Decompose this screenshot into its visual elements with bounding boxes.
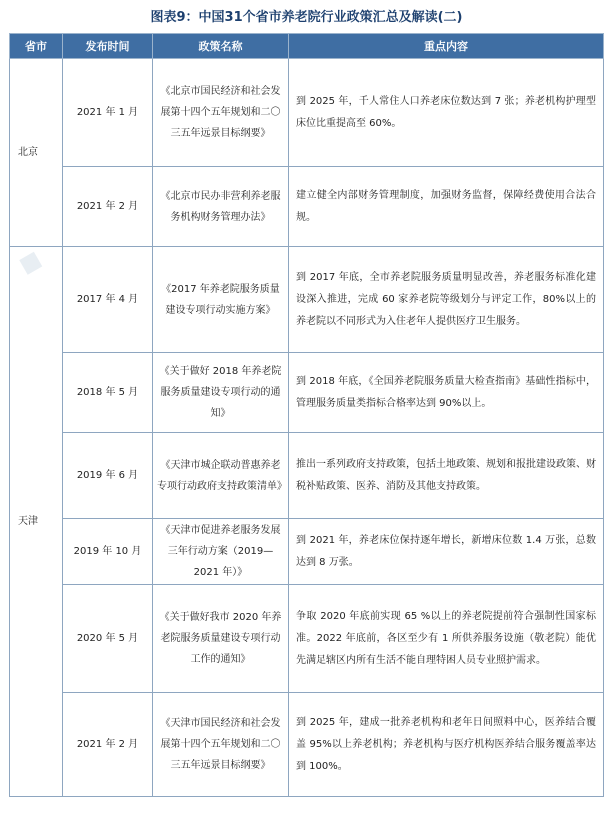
watermark: ■ xyxy=(15,246,46,279)
table-row xyxy=(10,693,604,797)
content-cell: 争取 2020 年底前实现 65 %以上的养老院提前符合强制性国家标准。2022 年底前，各区至少有 1 所供养服务设施（敬老院）能优先满足辖区内所有生活不能自理特困人员专业照护需求。 xyxy=(289,585,604,693)
table-row xyxy=(10,247,604,353)
table-row xyxy=(10,167,604,247)
table-row xyxy=(10,59,604,167)
content-cell: 到 2021 年，养老床位保持逐年增长，新增床位数 1.4 万张，总数达到 8 万张。 xyxy=(289,519,604,585)
date-cell: 2020 年 5 月 xyxy=(63,585,153,693)
header-date: 发布时间 xyxy=(63,34,153,59)
header-policy: 政策名称 xyxy=(153,34,289,59)
policy-cell: 《天津市城企联动普惠养老专项行动政府支持政策清单》 xyxy=(153,433,289,519)
content-cell: 建立健全内部财务管理制度，加强财务监督，保障经费使用合法合规。 xyxy=(289,167,604,247)
policy-cell: 《2017 年养老院服务质量建设专项行动实施方案》 xyxy=(153,247,289,353)
header-content: 重点内容 xyxy=(289,34,604,59)
policy-cell: 《北京市民办非营利养老服务机构财务管理办法》 xyxy=(153,167,289,247)
content-cell: 到 2025 年，千人常住人口养老床位数达到 7 张；养老机构护理型床位比重提高至 60%。 xyxy=(289,59,604,167)
table-title: 图表9：中国31个省市养老院行业政策汇总及解读(二) xyxy=(150,10,463,25)
content-cell: 到 2025 年，建成一批养老机构和老年日间照料中心，医养结合覆盖 95%以上养老机构；养老机构与医疗机构医养结合服务覆盖率达到 100%。 xyxy=(289,693,604,797)
city-cell: 天津 xyxy=(10,247,63,797)
table-row xyxy=(10,519,604,585)
table-row xyxy=(10,433,604,519)
date-cell: 2019 年 10 月 xyxy=(63,519,153,585)
policy-cell: 《天津市国民经济和社会发展第十四个五年规划和二〇三五年远景目标纲要》 xyxy=(153,693,289,797)
date-cell: 2019 年 6 月 xyxy=(63,433,153,519)
content-cell: 到 2018 年底，《全国养老院服务质量大检查指南》基础性指标中，管理服务质量类指标合格率达到 90%以上。 xyxy=(289,353,604,433)
date-cell: 2018 年 5 月 xyxy=(63,353,153,433)
policy-cell: 《北京市国民经济和社会发展第十四个五年规划和二〇三五年远景目标纲要》 xyxy=(153,59,289,167)
content-cell: 到 2017 年底，全市养老院服务质量明显改善，养老服务标准化建设深入推进，完成 60 家养老院等级划分与评定工作，80%以上的养老院以不同形式为入住老年人提供医疗卫生服务。 xyxy=(289,247,604,353)
policy-cell: 《关于做好我市 2020 年养老院服务质量建设专项行动工作的通知》 xyxy=(153,585,289,693)
date-cell: 2017 年 4 月 xyxy=(63,247,153,353)
header-city: 省市 xyxy=(10,34,63,59)
header-row xyxy=(10,34,604,59)
policy-table xyxy=(9,33,604,797)
table-row xyxy=(10,353,604,433)
date-cell: 2021 年 1 月 xyxy=(63,59,153,167)
content-cell: 推出一系列政府支持政策，包括土地政策、规划和报批建设政策、财税补贴政策、医养、消防及其他支持政策。 xyxy=(289,433,604,519)
policy-cell: 《天津市促进养老服务发展三年行动方案（2019—2021 年）》 xyxy=(153,519,289,585)
city-cell: 北京 xyxy=(10,59,63,247)
table-row xyxy=(10,585,604,693)
policy-cell: 《关于做好 2018 年养老院服务质量建设专项行动的通知》 xyxy=(153,353,289,433)
date-cell: 2021 年 2 月 xyxy=(63,167,153,247)
date-cell: 2021 年 2 月 xyxy=(63,693,153,797)
